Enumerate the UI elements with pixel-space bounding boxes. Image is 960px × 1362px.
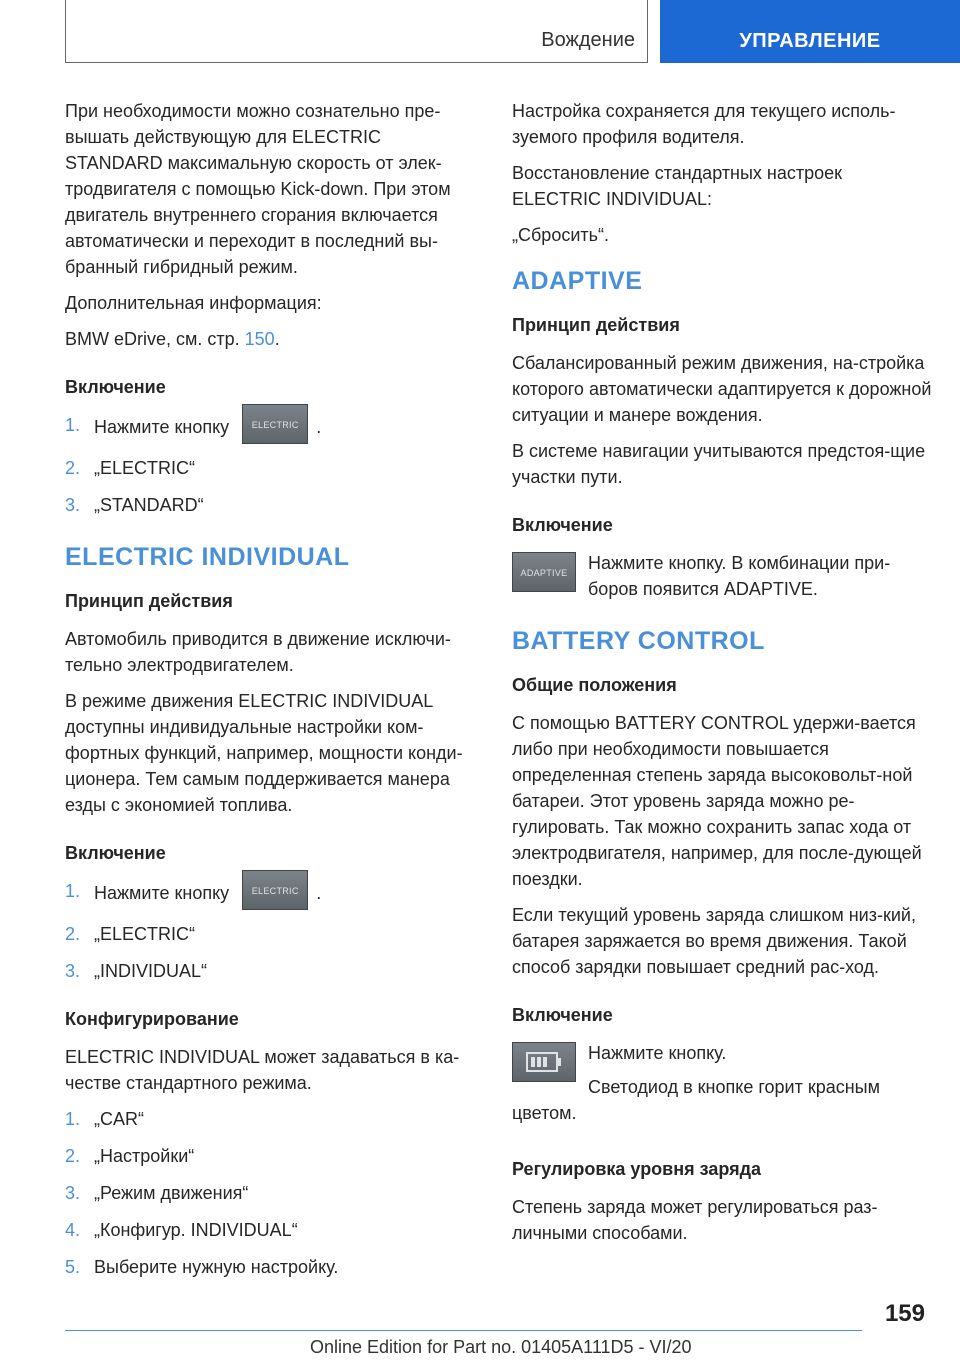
edrive-reference-text: BMW eDrive, см. стр. [65,329,240,349]
step-number: 3. [65,961,81,981]
step-number: 1. [65,415,81,435]
header-section-title: Вождение [541,29,635,51]
battery-control-icon [512,1042,576,1082]
edrive-reference-end: . [274,329,280,349]
additional-info-label: Дополнительная информация: [65,293,322,313]
step-text: „Режим движения“ [94,1183,249,1203]
step-end: . [316,416,322,437]
battery-instruction-text-1: Нажмите кнопку. [588,1043,727,1063]
section-heading-electric-individual: ELECTRIC INDIVIDUAL [65,543,350,571]
list-item [65,878,480,910]
list-item [65,1180,480,1206]
edrive-reference [65,326,480,352]
battery-general-paragraph: С помощью BATTERY CONTROL удержи-вается либо при необходимости повышается определенная степень заряда высоковольт-ной батареи. Этот уровень заряда можно ре-гулировать. Так можно сохранить запас хода от электродвигателя, например, для после-дующей поездки. [512,713,922,889]
step-number: 2. [65,924,81,944]
electric-button-icon: ELECTRIC [242,870,308,910]
electric-button-icon: ELECTRIC [242,404,308,444]
step-number: 1. [65,1109,81,1129]
individual-mode-paragraph: В режиме движения ELECTRIC INDIVIDUAL доступны индивидуальные настройки ком-фортных функций, например, мощности конди-ционера. Тем самым поддерживается манера езды с экономией топлива. [65,691,463,815]
battery-instruction [512,1040,932,1126]
left-column [65,98,480,1291]
restore-paragraph: Восстановление стандартных настроек ELECTRIC INDIVIDUAL: [512,163,843,209]
step-end: . [316,882,322,903]
step-number: 5. [65,1257,81,1277]
intro-paragraph: При необходимости можно сознательно пре-вышать действующую для ELECTRIC STANDARD максимальную скорость от элек-тродвигателя с помощью Kick-down. При этом двигатель внутреннего сгорания включается автоматически и переходит в последний вы-бранный гибридный режим. [65,101,451,277]
profile-paragraph: Настройка сохраняется для текущего исполь-зуемого профиля водителя. [512,101,896,147]
list-item [65,1106,480,1132]
footer-edition: Online Edition for Part no. 01405A111D5 - VI/20 [310,1337,692,1357]
step-number: 2. [65,1146,81,1166]
configuration-paragraph: ELECTRIC INDIVIDUAL может задаваться в ка-честве стандартного режима. [65,1047,460,1093]
list-item [65,455,480,481]
right-column [512,98,932,1256]
step-number: 1. [65,881,81,901]
subheading-activation-battery: Включение [512,1005,613,1025]
subheading-activation-1: Включение [65,377,166,397]
step-text: „INDIVIDUAL“ [94,961,208,981]
steps-list-1 [65,412,480,518]
step-text: „ELECTRIC“ [94,458,196,478]
subheading-activation-adaptive: Включение [512,515,613,535]
section-heading-battery-control: BATTERY CONTROL [512,627,765,655]
adaptive-button-icon: ADAPTIVE [512,552,576,592]
steps-list-3 [65,1106,480,1280]
step-text: „CAR“ [94,1109,144,1129]
steps-list-2 [65,878,480,984]
list-item [65,1254,480,1280]
subheading-principle-adaptive: Принцип действия [512,315,680,335]
page-number: 159 [884,1300,925,1327]
section-heading-adaptive: ADAPTIVE [512,267,643,295]
adaptive-instruction [512,550,932,606]
list-item [65,958,480,984]
step-text: Нажмите кнопку [94,416,230,437]
list-item [65,1143,480,1169]
step-text: Выберите нужную настройку. [94,1257,339,1277]
list-item [65,1217,480,1243]
list-item [65,412,480,444]
page-link[interactable]: 150 [244,329,275,349]
step-text: Нажмите кнопку [94,882,230,903]
subheading-general: Общие положения [512,675,677,695]
principle-paragraph: Автомобиль приводится в движение исключи-тельно электродвигателем. [65,629,451,675]
adaptive-instruction-text: Нажмите кнопку. В комбинации при-боров появится ADAPTIVE. [588,553,891,599]
adaptive-principle-paragraph: Сбалансированный режим движения, на-стройка которого автоматически адаптируется к дорожной ситуации и манере вождения. [512,353,932,425]
header-chapter-title: УПРАВЛЕНИЕ [739,30,881,52]
list-item [65,492,480,518]
step-text: „Настройки“ [94,1146,195,1166]
header-section-box [65,0,648,63]
charge-level-paragraph: Степень заряда может регулироваться раз-личными способами. [512,1197,878,1243]
step-number: 3. [65,495,81,515]
reset-paragraph: „Сбросить“. [512,225,609,245]
navigation-paragraph: В системе навигации учитываются предстоя-щие участки пути. [512,441,926,487]
subheading-configuration: Конфигурирование [65,1009,239,1029]
subheading-activation-2: Включение [65,843,166,863]
step-number: 3. [65,1183,81,1203]
footer-divider [65,1330,862,1331]
step-number: 2. [65,458,81,478]
step-number: 4. [65,1220,81,1240]
subheading-charge-level: Регулировка уровня заряда [512,1159,762,1179]
battery-instruction-text-2: Светодиод в кнопке горит красным цветом. [512,1077,880,1123]
header-chapter-tab[interactable] [660,0,960,63]
battery-low-paragraph: Если текущий уровень заряда слишком низ-кий, батарея заряжается во время движения. Такой способ зарядки повышает средний рас-ход. [512,905,916,977]
list-item [65,921,480,947]
subheading-principle: Принцип действия [65,591,233,611]
step-text: „Конфигур. INDIVIDUAL“ [94,1220,298,1240]
step-text: „ELECTRIC“ [94,924,196,944]
step-text: „STANDARD“ [94,495,204,515]
